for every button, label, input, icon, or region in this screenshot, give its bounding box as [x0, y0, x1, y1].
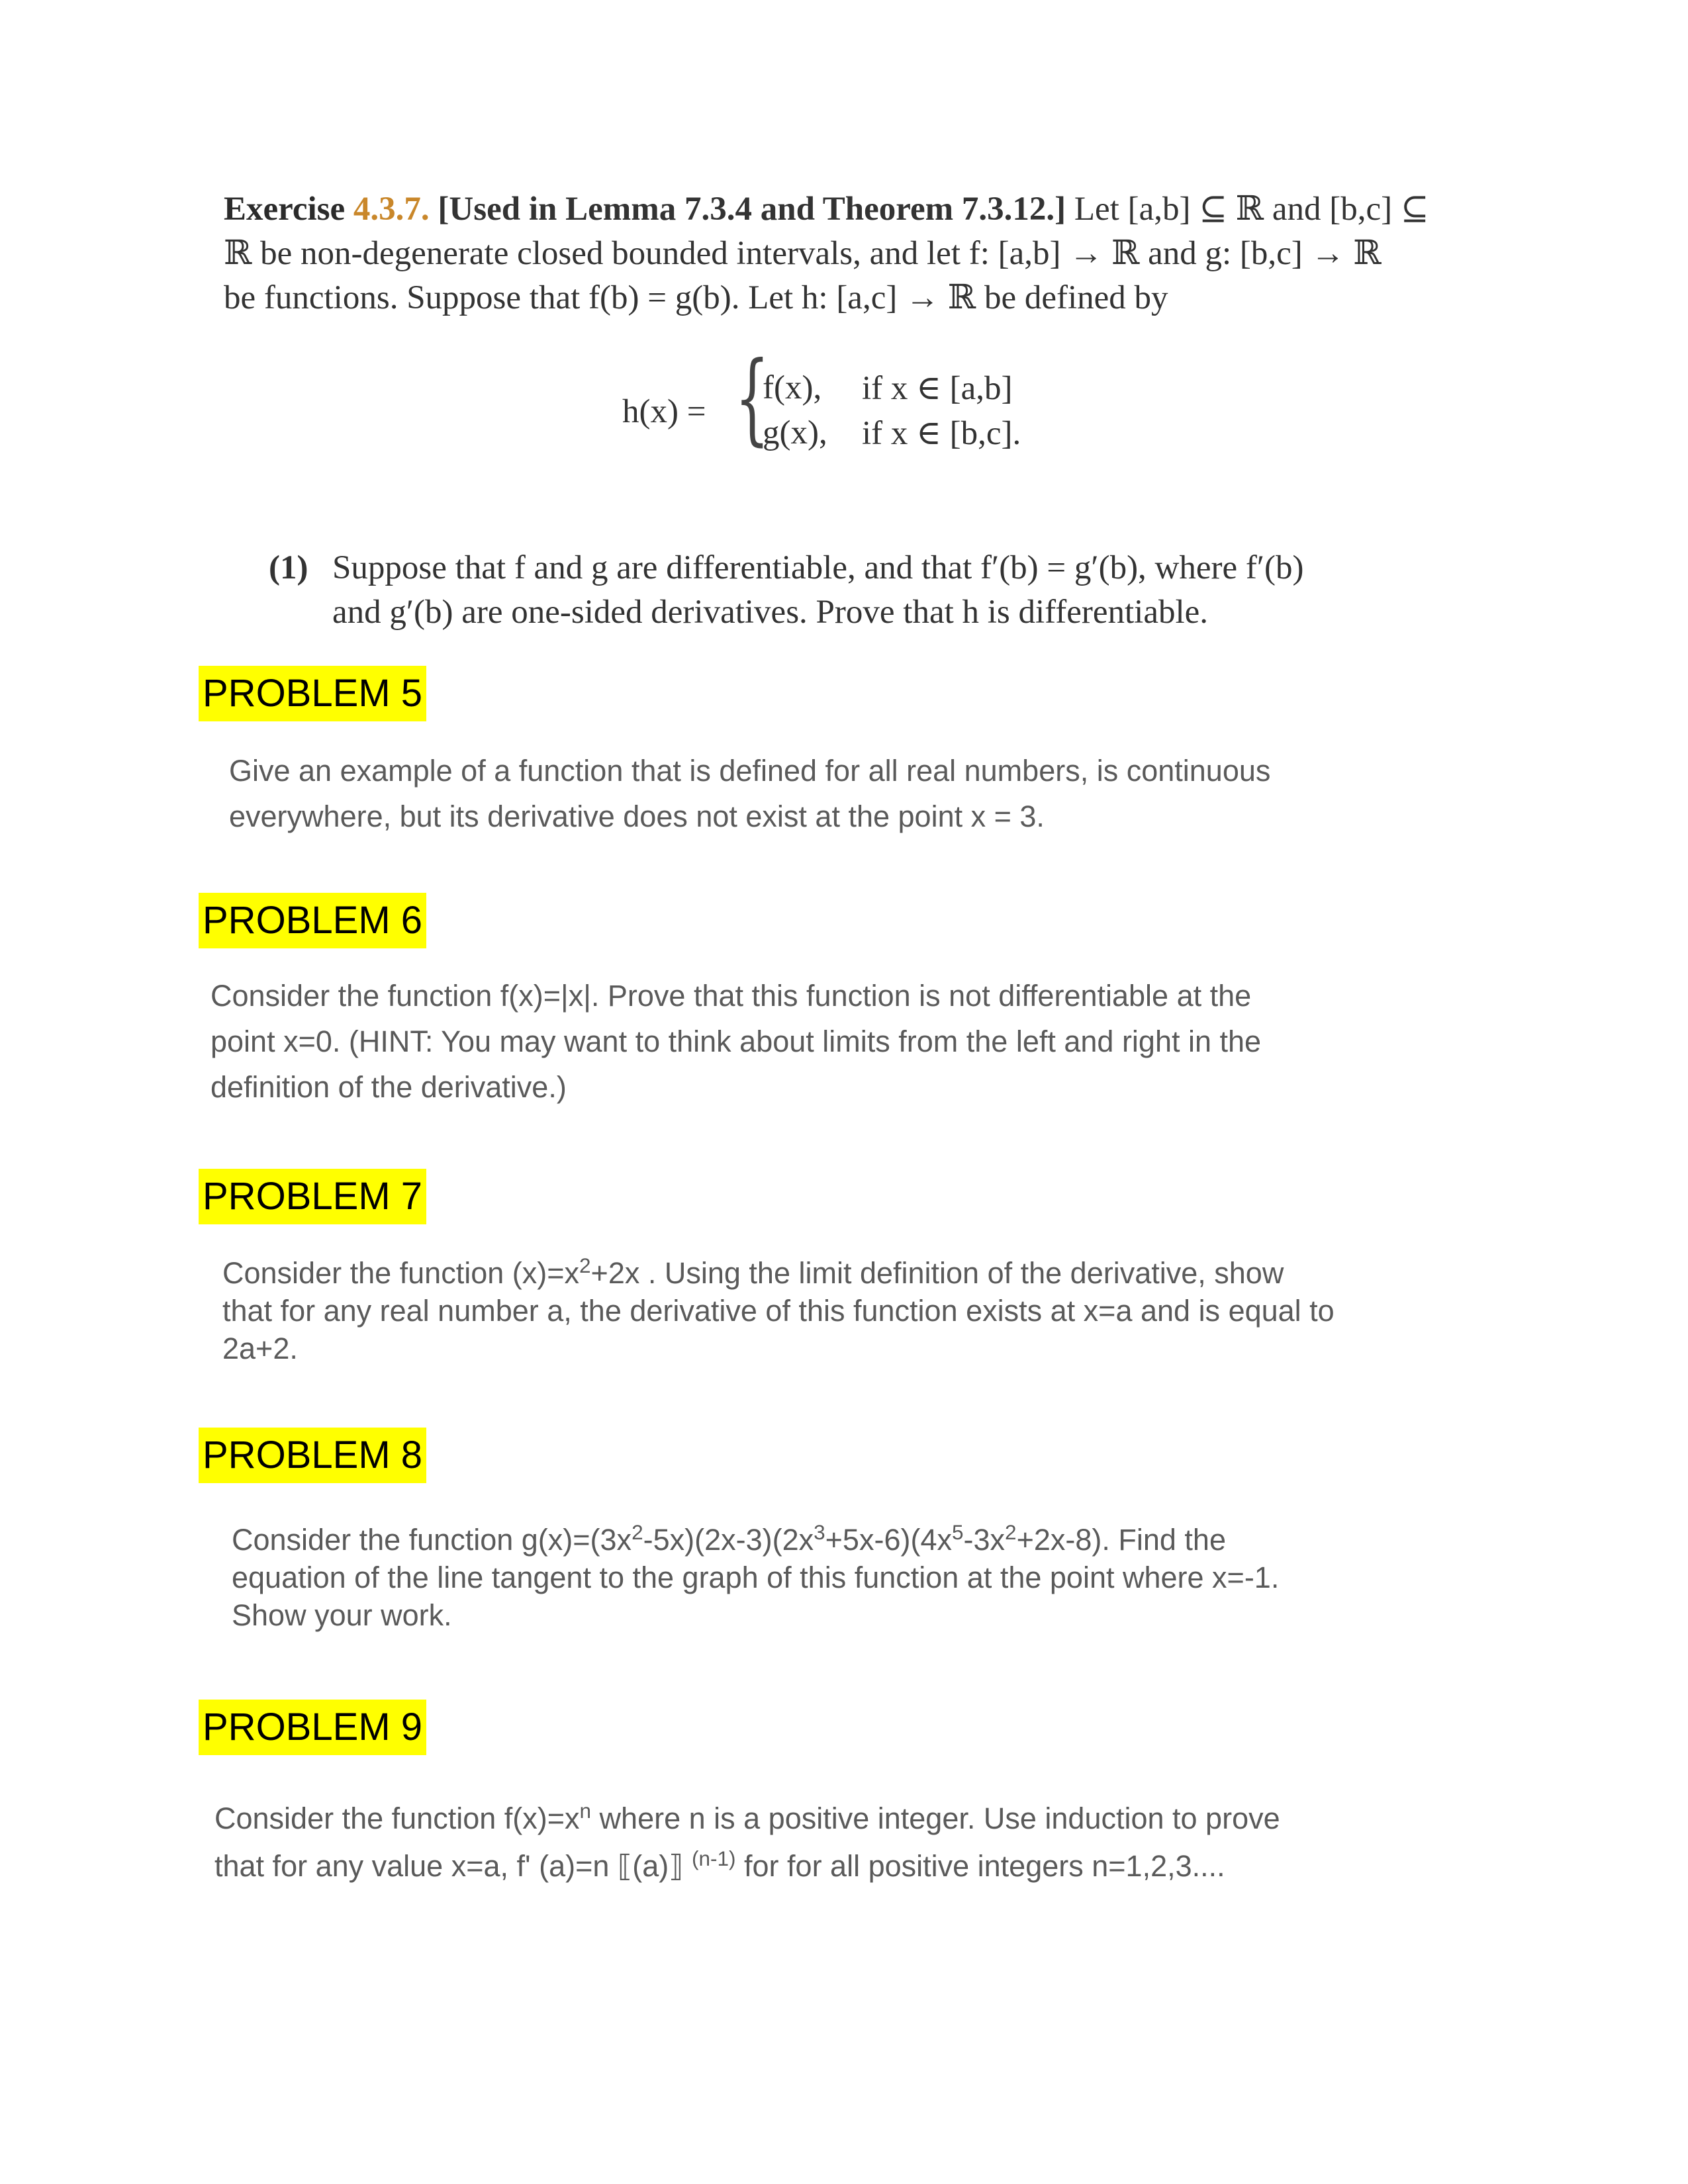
- problem-9-line-1: [214, 1795, 1280, 1843]
- exercise-block: [224, 187, 1455, 320]
- left-brace: {: [735, 341, 770, 456]
- problem-8-exp-2: 3: [814, 1520, 825, 1544]
- exercise-number: 4.3.7.: [353, 191, 430, 228]
- problem-8-title: PROBLEM 8: [199, 1428, 426, 1483]
- problem-9-text-b: where n is a positive integer. Use induction to prove: [591, 1801, 1280, 1835]
- problem-8-exp-4: 2: [1005, 1520, 1017, 1544]
- part-1-label: (1): [269, 549, 308, 586]
- exercise-line1-text: Let [a,b] ⊆ ℝ and [b,c] ⊆: [1074, 191, 1429, 228]
- case-2-condition: if x ∈ [b,c].: [862, 415, 1021, 452]
- problem-9-title: PROBLEM 9: [199, 1700, 426, 1755]
- case-2-value: g(x),: [763, 414, 827, 451]
- problem-9-line-2: [214, 1843, 1280, 1890]
- problem-8-exp-1: 2: [632, 1520, 643, 1544]
- problem-5-line-1: Give an example of a function that is defined for all real numbers, is continuous: [229, 754, 1271, 788]
- part-1-line-2: and g′(b) are one-sided derivatives. Prove that h is differentiable.: [332, 594, 1209, 631]
- problem-9-body: [214, 1795, 1280, 1890]
- piecewise-lhs: h(x) =: [622, 393, 706, 430]
- problem-9-exponent-n: n: [579, 1799, 592, 1823]
- problem-6-line-3: definition of the derivative.): [211, 1070, 567, 1104]
- problem-7-title: PROBLEM 7: [199, 1169, 426, 1224]
- problem-7-line-1-b: +2x . Using the limit definition of the derivative, show: [590, 1256, 1284, 1290]
- part-1-line-1: Suppose that f and g are differentiable, and that f′(b) = g′(b), where f′(b): [332, 549, 1304, 586]
- piecewise-case-1: [763, 369, 1013, 407]
- problem-8-text-b: -5x)(2x-3)(2x: [643, 1523, 814, 1557]
- problem-6-body: [211, 973, 1261, 1110]
- problem-7-exponent: 2: [579, 1253, 591, 1277]
- case-1-value: f(x),: [763, 369, 822, 406]
- exercise-reference: [Used in Lemma 7.3.4 and Theorem 7.3.12.]: [438, 191, 1066, 228]
- problem-9-text-d: for for all positive integers n=1,2,3....: [735, 1849, 1225, 1883]
- problem-9-text-c: that for any value x=a, f' (a)=n ⟦(a)⟧: [214, 1849, 692, 1883]
- problem-8-text-a: Consider the function g(x)=(3x: [232, 1523, 632, 1557]
- problem-7-line-3: 2a+2.: [222, 1332, 298, 1365]
- exercise-line-3: be functions. Suppose that f(b) = g(b). Let h: [a,c] → ℝ be defined by: [224, 279, 1168, 316]
- problem-7-body: [222, 1254, 1335, 1367]
- problem-8-line-3: Show your work.: [232, 1598, 452, 1632]
- problem-8-line-1: [232, 1521, 1279, 1559]
- problem-9-exponent-n-minus-1: (n-1): [692, 1846, 736, 1870]
- problem-6-line-2: point x=0. (HINT: You may want to think about limits from the left and right in the: [211, 1024, 1262, 1058]
- problem-8-text-c: +5x-6)(4x: [825, 1523, 952, 1557]
- problem-8-line-2: equation of the line tangent to the graph of this function at the point where x=-1.: [232, 1561, 1280, 1594]
- problem-6-line-1: Consider the function f(x)=|x|. Prove that this function is not differentiable at the: [211, 979, 1252, 1013]
- problem-9-text-a: Consider the function f(x)=x: [214, 1801, 580, 1835]
- exercise-label: Exercise: [224, 191, 346, 228]
- exercise-line-1: [224, 187, 1455, 232]
- exercise-line-2: ℝ be non-degenerate closed bounded intervals, and let f: [a,b] → ℝ and g: [b,c] → ℝ: [224, 235, 1382, 272]
- problem-8-exp-3: 5: [951, 1520, 964, 1544]
- problem-7-line-1: [222, 1254, 1335, 1292]
- problem-5-title: PROBLEM 5: [199, 666, 426, 721]
- case-1-condition: if x ∈ [a,b]: [862, 370, 1013, 407]
- problem-5-body: [229, 748, 1270, 839]
- problem-6-title: PROBLEM 6: [199, 893, 426, 948]
- problem-8-text-d: -3x: [963, 1523, 1006, 1557]
- problem-8-text-e: +2x-8). Find the: [1016, 1523, 1226, 1557]
- piecewise-case-2: [763, 414, 1021, 452]
- problem-8-body: [232, 1521, 1279, 1634]
- problem-7-line-2: that for any real number a, the derivative of this function exists at x=a and is equal to: [222, 1294, 1335, 1328]
- exercise-part-1: [269, 546, 1460, 635]
- problem-7-line-1-a: Consider the function (x)=x: [222, 1256, 580, 1290]
- problem-5-line-2: everywhere, but its derivative does not exist at the point x = 3.: [229, 799, 1045, 833]
